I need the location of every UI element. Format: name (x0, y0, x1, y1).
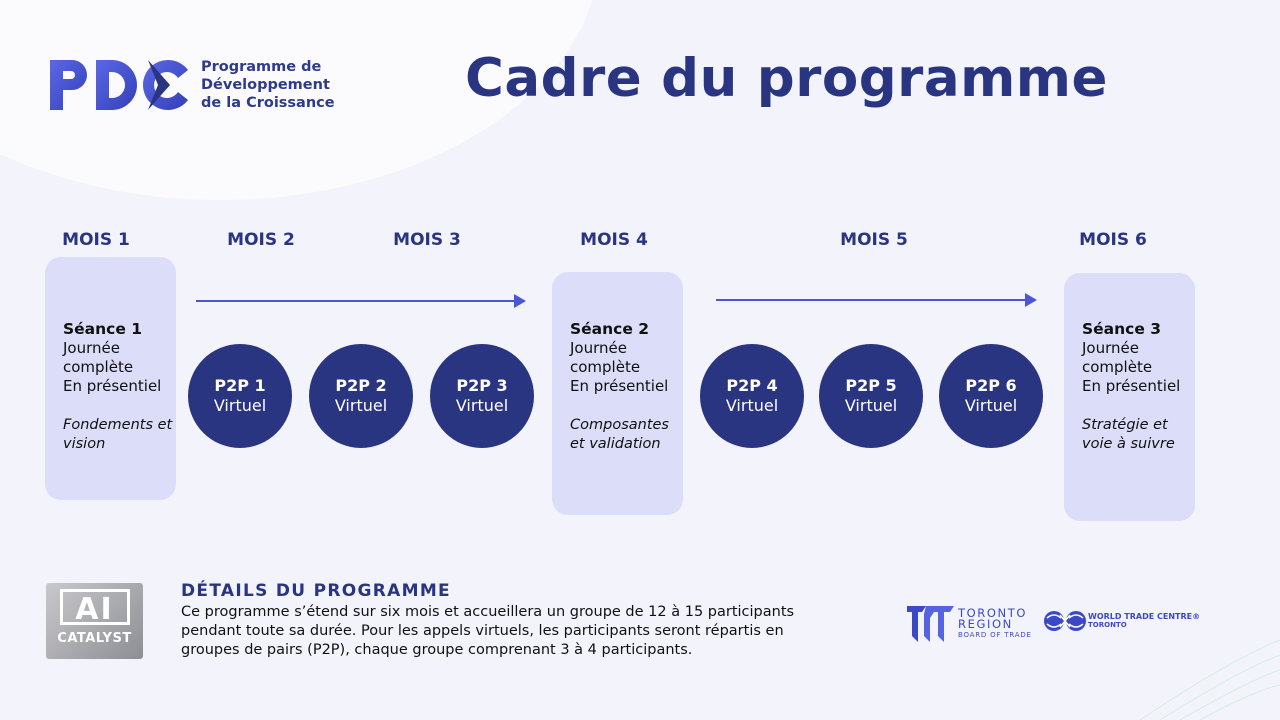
session-card-2 (552, 272, 683, 515)
p2p-title: P2P 2 (335, 376, 387, 395)
toronto-line-2: REGION (958, 617, 1013, 631)
ai-logo-word: CATALYST (57, 631, 132, 646)
p2p-title: P2P 3 (456, 376, 508, 395)
session-title: Séance 2 (570, 320, 650, 338)
p2p-circle-6 (939, 344, 1043, 448)
toronto-line-3: BOARD OF TRADE (958, 631, 1032, 639)
session-line: Journée (63, 339, 120, 357)
p2p-circle-5 (819, 344, 923, 448)
p2p-subtitle: Virtuel (213, 396, 267, 415)
p2p-subtitle: Virtuel (455, 396, 509, 415)
page-title: Cadre du programme (465, 48, 1108, 109)
month-label-3: MOIS 3 (393, 230, 461, 250)
decorative-lines (1080, 580, 1280, 720)
p2p-title: P2P 5 (845, 376, 897, 395)
session-card-3 (1064, 273, 1195, 521)
p2p-subtitle: Virtuel (844, 396, 898, 415)
ai-catalyst-logo (46, 583, 143, 659)
pdc-line-3: de la Croissance (201, 95, 335, 111)
p2p-subtitle: Virtuel (725, 396, 779, 415)
month-label-1: MOIS 1 (62, 230, 130, 250)
p2p-title: P2P 6 (965, 376, 1017, 395)
wtc-globe-icon (1043, 610, 1087, 632)
pdc-logo (48, 56, 193, 114)
p2p-circle-3 (430, 344, 534, 448)
session-line: En présentiel (1082, 377, 1181, 395)
session-line: complète (63, 358, 134, 376)
wtc-line-1: WORLD TRADE CENTRE® (1088, 612, 1201, 621)
wtc-line-2: TORONTO (1088, 621, 1127, 629)
wtc-wordmark (1088, 612, 1200, 630)
session-card-1 (45, 257, 176, 500)
session-description: Composantes et validation (570, 417, 669, 452)
session-title: Séance 1 (63, 320, 143, 338)
pdc-program-name (201, 58, 335, 112)
p2p-title: P2P 1 (214, 376, 266, 395)
session-card-content (570, 319, 685, 454)
session-line: En présentiel (570, 377, 669, 395)
session-line: En présentiel (63, 377, 162, 395)
details-body: Ce programme s’étend sur six mois et accueillera un groupe de 12 à 15 participants pendant toute sa durée. Pour les appels virtuels, les participants seront répartis en groupes de pairs (P2P), chaque groupe comprenant 3 à 4 participants. (181, 604, 795, 658)
p2p-circle-1 (188, 344, 292, 448)
details-heading: DÉTAILS DU PROGRAMME (181, 581, 451, 601)
session-line: Journée (1082, 339, 1139, 357)
p2p-subtitle: Virtuel (964, 396, 1018, 415)
session-card-content (1082, 319, 1197, 454)
p2p-subtitle: Virtuel (334, 396, 388, 415)
toronto-region-wordmark (958, 608, 1032, 641)
p2p-circle-2 (309, 344, 413, 448)
month-label-4: MOIS 4 (580, 230, 648, 250)
session-description: Fondements et vision (63, 417, 173, 452)
month-label-2: MOIS 2 (227, 230, 295, 250)
toronto-region-icon (906, 604, 956, 644)
session-line: Journée (570, 339, 627, 357)
month-label-6: MOIS 6 (1079, 230, 1147, 250)
pdc-line-2: Développement (201, 77, 330, 93)
p2p-title: P2P 4 (726, 376, 778, 395)
session-card-content (63, 319, 178, 454)
ai-logo-mark: AI (60, 589, 130, 625)
timeline-arrow-1 (196, 300, 522, 302)
session-line: complète (1082, 358, 1153, 376)
session-title: Séance 3 (1082, 320, 1162, 338)
session-line: complète (570, 358, 641, 376)
pdc-line-1: Programme de (201, 59, 322, 75)
month-label-5: MOIS 5 (840, 230, 908, 250)
toronto-line-1: TORONTO (958, 606, 1027, 620)
session-description: Stratégie et voie à suivre (1082, 417, 1175, 452)
p2p-circle-4 (700, 344, 804, 448)
timeline-arrow-2 (716, 299, 1033, 301)
